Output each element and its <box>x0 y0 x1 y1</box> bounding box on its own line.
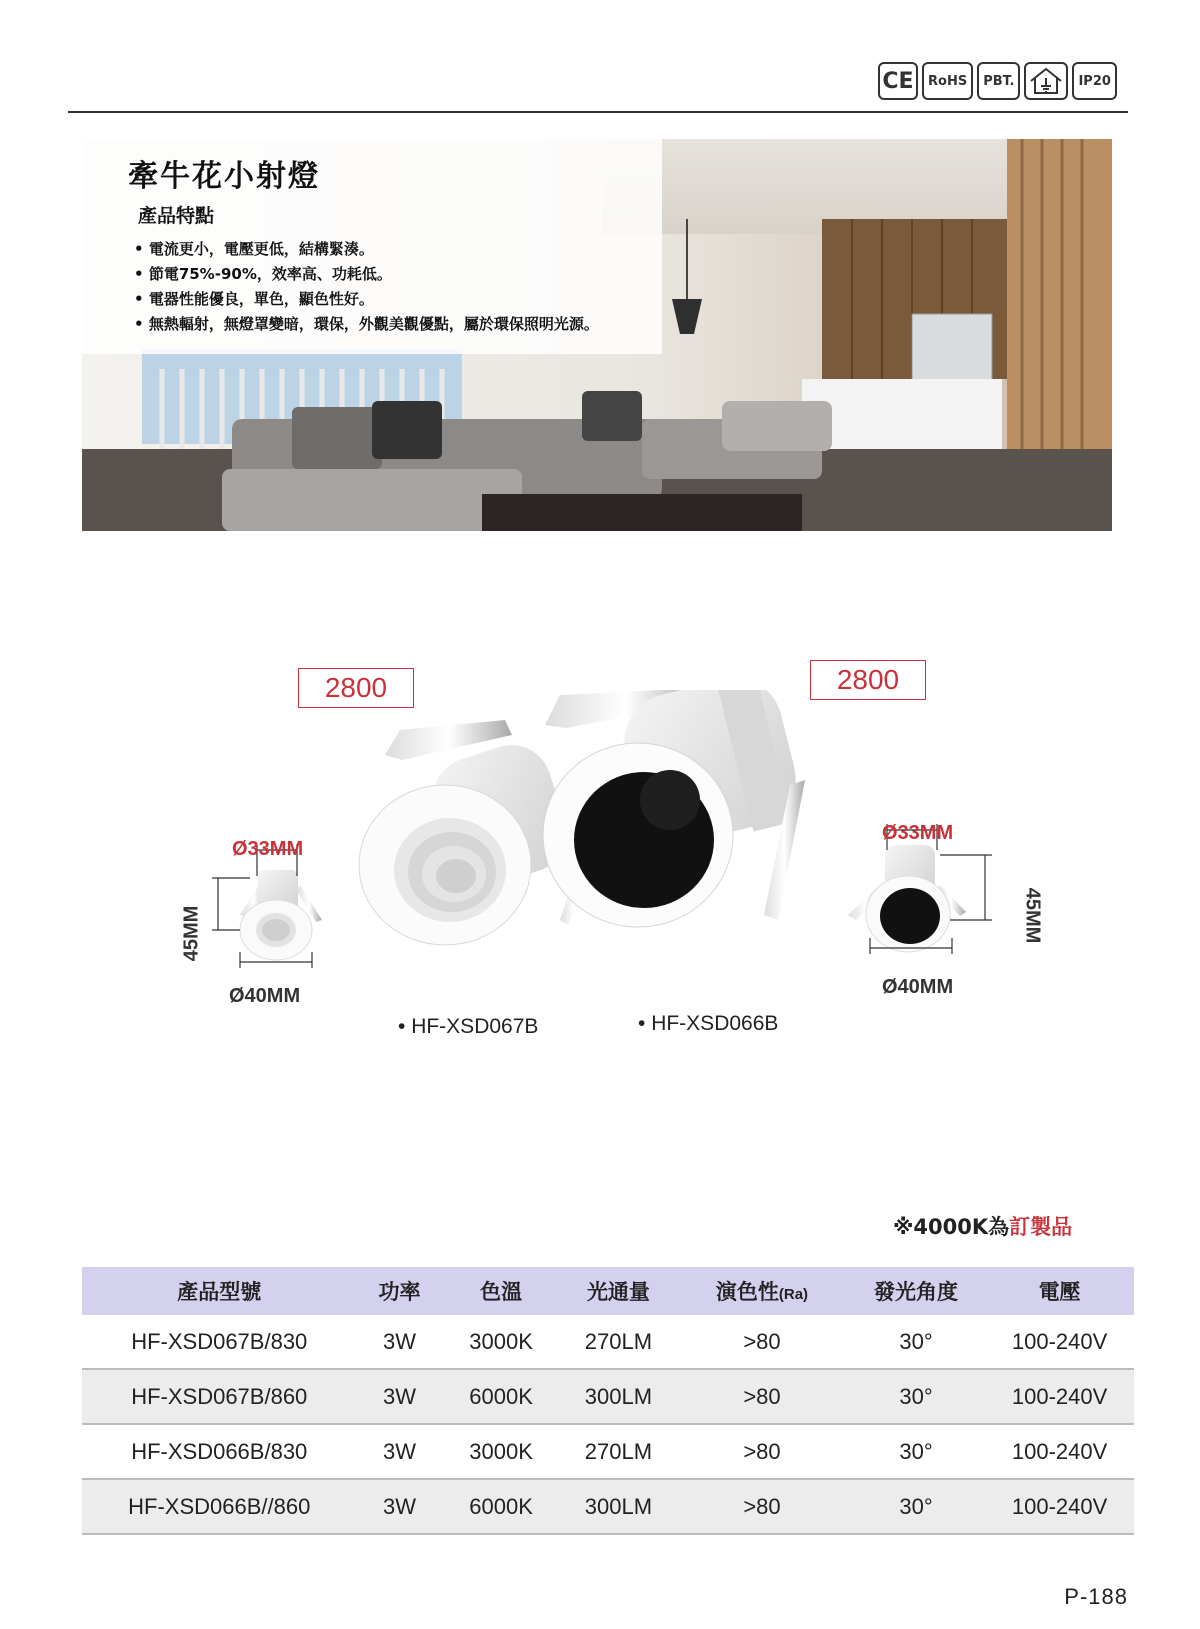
cell-cri: >80 <box>677 1424 847 1479</box>
price-hf-xsd067b: 2800 <box>298 668 414 708</box>
features-list <box>134 237 599 337</box>
page-number: P-188 <box>1064 1584 1128 1609</box>
height-right: 45MM <box>1021 887 1044 944</box>
feature-item: • 電流更小，電壓更低，結構緊湊。 <box>134 237 599 262</box>
cell-power: 3W <box>357 1424 443 1479</box>
cell-voltage: 100-240V <box>985 1479 1134 1534</box>
certification-badges <box>878 62 1117 100</box>
pbt-mark: PBT. <box>977 62 1020 100</box>
cell-cri: >80 <box>677 1369 847 1424</box>
cell-color-temp: 3000K <box>442 1424 559 1479</box>
cell-model: HF-XSD066B/830 <box>82 1424 357 1479</box>
note-highlight: 訂製品 <box>1009 1215 1073 1239</box>
ce-mark: CE <box>878 62 918 100</box>
cell-beam-angle: 30° <box>847 1315 985 1369</box>
cell-cri: >80 <box>677 1315 847 1369</box>
header-model: 產品型號 <box>82 1267 357 1315</box>
header-beam-angle: 發光角度 <box>847 1267 985 1315</box>
cell-lumen: 300LM <box>560 1369 677 1424</box>
cell-power: 3W <box>357 1479 443 1534</box>
note-prefix: ※4000K為 <box>893 1215 1010 1239</box>
cell-power: 3W <box>357 1369 443 1424</box>
cell-lumen: 270LM <box>560 1315 677 1369</box>
cell-model: HF-XSD066B//860 <box>82 1479 357 1534</box>
spec-table-header <box>82 1267 1134 1315</box>
feature-item: • 無熱輻射，無燈罩變暗，環保，外觀美觀優點，屬於環保照明光源。 <box>134 312 599 337</box>
header-cri-label: 演色性 <box>715 1281 779 1304</box>
cell-lumen: 270LM <box>560 1424 677 1479</box>
product-title: 牽牛花小射燈 <box>128 159 320 194</box>
cell-beam-angle: 30° <box>847 1479 985 1534</box>
features-heading: 產品特點 <box>138 205 215 227</box>
cell-lumen: 300LM <box>560 1479 677 1534</box>
cell-model: HF-XSD067B/830 <box>82 1315 357 1369</box>
inner-diameter-right: Ø33MM <box>882 822 954 844</box>
cell-voltage: 100-240V <box>985 1424 1134 1479</box>
feature-item: • 電器性能優良，單色，顯色性好。 <box>134 287 599 312</box>
ip20-mark: IP20 <box>1072 62 1116 100</box>
hf-xsd066b-small-image <box>848 845 966 952</box>
header-voltage: 電壓 <box>985 1267 1134 1315</box>
cell-model: HF-XSD067B/860 <box>82 1369 357 1424</box>
cell-beam-angle: 30° <box>847 1369 985 1424</box>
table-row <box>82 1369 1134 1424</box>
cell-color-temp: 3000K <box>442 1315 559 1369</box>
header-rule <box>68 111 1128 113</box>
cell-beam-angle: 30° <box>847 1424 985 1479</box>
cell-voltage: 100-240V <box>985 1315 1134 1369</box>
header-cri <box>677 1267 847 1315</box>
table-row <box>82 1479 1134 1534</box>
header-color-temp: 色溫 <box>442 1267 559 1315</box>
price-hf-xsd066b: 2800 <box>810 660 926 700</box>
model-label-hf-xsd066b: • HF-XSD066B <box>638 1012 778 1036</box>
cell-color-temp: 6000K <box>442 1479 559 1534</box>
outer-diameter-left: Ø40MM <box>229 985 301 1007</box>
model-label-hf-xsd067b: • HF-XSD067B <box>398 1015 538 1039</box>
inner-diameter-left: Ø33MM <box>232 838 304 860</box>
hf-xsd067b-small-image <box>240 870 322 960</box>
header-lumen: 光通量 <box>560 1267 677 1315</box>
height-left: 45MM <box>180 905 203 962</box>
rohs-mark: RoHS <box>922 62 973 100</box>
outer-diameter-right: Ø40MM <box>882 976 954 998</box>
cell-power: 3W <box>357 1315 443 1369</box>
table-row <box>82 1424 1134 1479</box>
feature-item: • 節電75%-90%，效率高、功耗低。 <box>134 262 599 287</box>
header-cri-unit: (Ra) <box>778 1286 809 1303</box>
cell-cri: >80 <box>677 1479 847 1534</box>
table-row <box>82 1315 1134 1369</box>
spec-table <box>82 1267 1134 1535</box>
cell-voltage: 100-240V <box>985 1369 1134 1424</box>
hero-banner <box>82 139 1112 531</box>
house-ground-icon <box>1024 62 1068 100</box>
custom-order-note <box>893 1211 1072 1241</box>
cell-color-temp: 6000K <box>442 1369 559 1424</box>
hf-xsd066b-large-image <box>543 690 806 927</box>
header-power: 功率 <box>357 1267 443 1315</box>
